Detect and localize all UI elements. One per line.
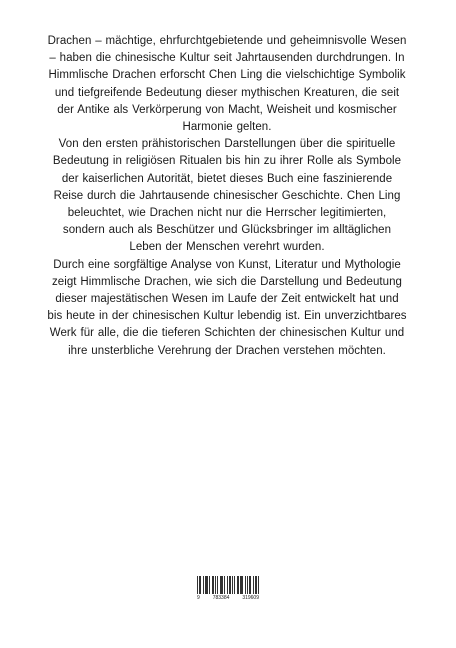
barcode-bar	[213, 576, 214, 596]
barcode-bar	[224, 576, 225, 596]
barcode-bar	[250, 576, 251, 596]
barcode-bar	[206, 576, 207, 596]
barcode-bar	[209, 576, 210, 596]
barcode-bar	[207, 576, 208, 596]
barcode-bar	[241, 576, 242, 596]
barcode-bar	[220, 576, 221, 596]
barcode-bar	[230, 576, 231, 596]
barcode-bar	[234, 576, 235, 596]
barcode-bar	[227, 576, 228, 596]
barcode-bar	[238, 576, 239, 596]
isbn-barcode	[196, 576, 260, 602]
description-paragraph: Drachen – mächtige, ehrfurchtgebietende und geheimnisvolle Wesen – haben die chinesische Kultur seit Jahrtausenden durchdrungen. In Himmlische Drachen erforscht Chen Ling die vielschichtige Symbolik und tiefgreifende Bedeutung dieser mythischen Kreaturen, die seit der Antike als Verkörperung von Macht, Weisheit und kosmischer Harmonie gelten.	[47, 35, 407, 134]
barcode-bar	[237, 576, 238, 596]
barcode-bar	[215, 576, 216, 596]
barcode-bar	[212, 576, 213, 596]
barcode-bar	[221, 576, 222, 596]
barcode-bar	[205, 576, 206, 596]
barcode-bar	[197, 576, 198, 596]
barcode-bar	[249, 576, 250, 596]
barcode-bar	[203, 576, 204, 596]
barcode-bar	[222, 576, 223, 596]
book-description	[46, 33, 408, 360]
barcode-bar	[229, 576, 230, 596]
description-paragraph: Von den ersten prähistorischen Darstellungen über die spirituelle Bedeutung in religiösen Ritualen bis hin zu ihrer Rolle als Symbole der kaiserlichen Autorität, bietet dieses Buch eine faszinierende Reise durch die Jahrtausende chinesischer Geschichte. Chen Ling beleuchtet, wie Drachen nicht nur die Herrscher legitimierten, sondern auch als Beschützer und Glücksbringer im alltäglichen Leben der Menschen verehrt wurden.	[52, 138, 402, 254]
barcode-bar	[232, 576, 233, 596]
barcode-bar	[255, 576, 256, 596]
barcode-bar	[199, 576, 200, 596]
barcode-bar	[217, 576, 218, 596]
barcode-bar	[247, 576, 248, 596]
barcode-bar	[240, 576, 241, 596]
barcode-bars	[196, 576, 260, 596]
barcode-digits-right: 319609	[242, 595, 259, 601]
description-paragraph: Durch eine sorgfältige Analyse von Kunst, Literatur und Mythologie zeigt Himmlische Drachen, wie sich die Darstellung und Bedeutung dieser majestätischen Wesen im Laufe der Zeit entwickelt hat und bis heute in der chinesischen Kultur lebendig ist. Ein unverzichtbares Werk für alle, die die tieferen Schichten der chinesischen Kultur und ihre unsterbliche Verehrung der Drachen verstehen möchten.	[47, 258, 407, 357]
barcode-bar	[200, 576, 201, 596]
barcode-bar	[253, 576, 254, 596]
barcode-digits-left: 783384	[212, 595, 230, 601]
barcode-bar	[242, 576, 243, 596]
barcode-bar	[245, 576, 246, 596]
barcode-digits	[196, 594, 260, 602]
barcode-bar	[256, 576, 257, 596]
barcode-digits-lead: 9	[197, 595, 200, 601]
barcode-bar	[258, 576, 259, 596]
